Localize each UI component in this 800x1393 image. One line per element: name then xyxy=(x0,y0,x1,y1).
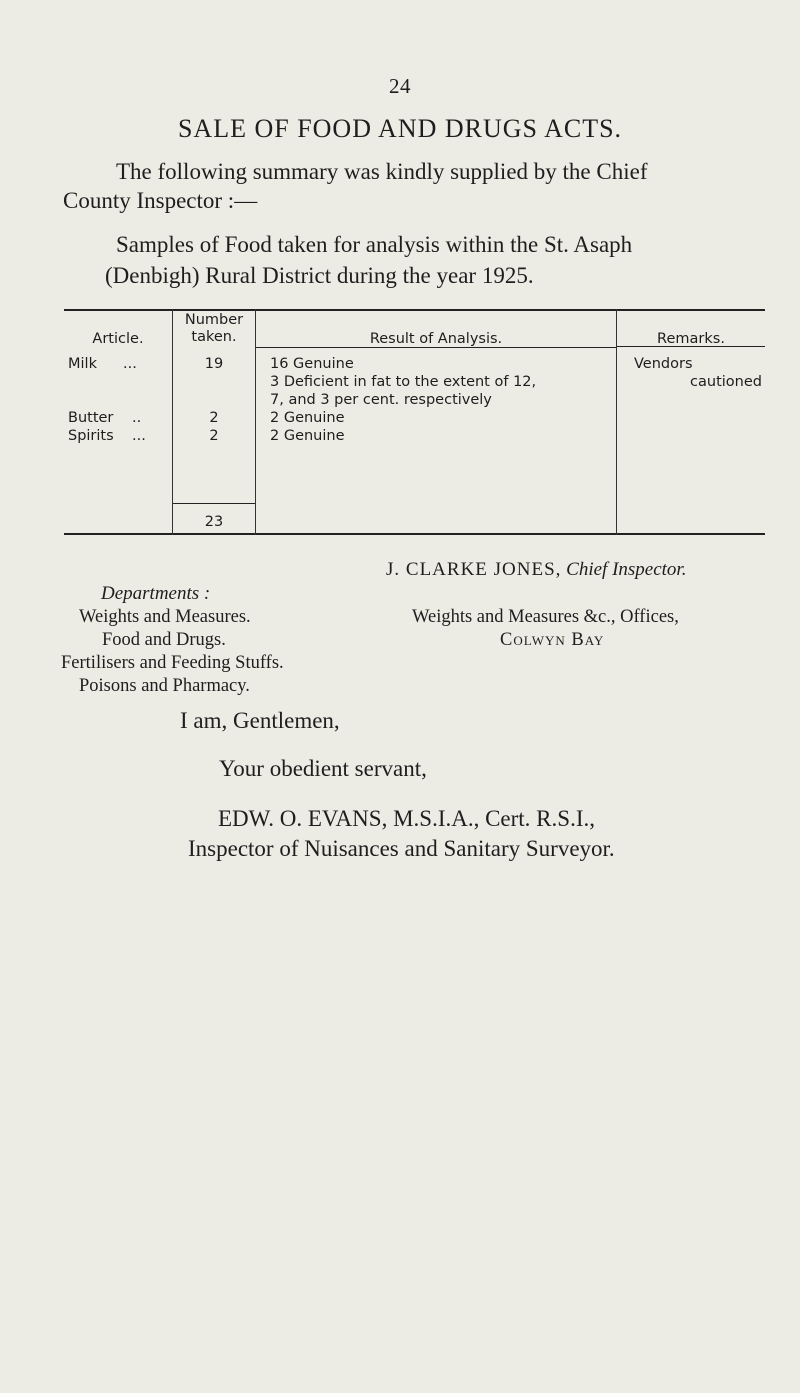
office-address-line-1: Weights and Measures &c., Offices, xyxy=(412,607,679,627)
department-item: Poisons and Pharmacy. xyxy=(79,676,250,696)
department-item: Fertilisers and Feeding Stuffs. xyxy=(61,653,284,673)
table-row-number: 19 xyxy=(204,356,224,372)
table-top-rule xyxy=(64,309,765,311)
intro-line-2: County Inspector :— xyxy=(63,188,258,213)
valediction: Your obedient servant, xyxy=(219,756,427,781)
signatory-name: EDW. O. EVANS, M.S.I.A., Cert. R.S.I., xyxy=(218,806,595,831)
inspector-signature xyxy=(386,559,686,581)
office-address-line-2: Colwyn Bay xyxy=(500,630,605,650)
table-bottom-rule xyxy=(64,533,765,535)
samples-table xyxy=(64,309,765,535)
header-remarks: Remarks. xyxy=(657,331,725,347)
total-rule xyxy=(173,503,255,504)
departments-label: Departments : xyxy=(101,583,211,604)
table-total: 23 xyxy=(204,514,224,530)
department-item: Weights and Measures. xyxy=(79,607,251,627)
table-row-number: 2 xyxy=(209,410,219,426)
inspector-title: Chief Inspector. xyxy=(566,559,687,580)
table-row-article: Spirits ... xyxy=(68,428,146,444)
header-number-line-1: Number xyxy=(184,312,244,328)
header-article: Article. xyxy=(92,331,144,347)
header-number xyxy=(173,312,255,346)
header-number-line-2: taken. xyxy=(191,329,237,345)
table-caption xyxy=(63,229,763,291)
caption-line-2: (Denbigh) Rural District during the year 1925. xyxy=(105,263,534,288)
page-title: SALE OF FOOD AND DRUGS ACTS. xyxy=(177,114,623,143)
caption-line-1: Samples of Food taken for analysis within the St. Asaph xyxy=(116,232,633,257)
table-row-result: 2 Genuine xyxy=(270,410,345,426)
page-number: 24 xyxy=(389,74,411,98)
table-row-result: 2 Genuine xyxy=(270,428,345,444)
table-row-article: Butter .. xyxy=(68,410,142,426)
signatory-position: Inspector of Nuisances and Sanitary Surveyor. xyxy=(188,836,615,861)
table-row-remarks: Vendors cautioned xyxy=(634,356,762,390)
table-row-article: Milk ... xyxy=(68,356,137,372)
table-row-result: 16 Genuine 3 Deficient in fat to the extent of 12, 7, and 3 per cent. respectively xyxy=(270,356,537,408)
intro-line-1: The following summary was kindly supplied by the Chief xyxy=(116,159,648,184)
intro-paragraph xyxy=(63,157,763,215)
inspector-name: J. CLARKE JONES, xyxy=(386,559,562,580)
table-row-number: 2 xyxy=(209,428,219,444)
header-result: Result of Analysis. xyxy=(369,331,503,347)
salutation: I am, Gentlemen, xyxy=(180,708,340,733)
department-item: Food and Drugs. xyxy=(102,630,226,650)
